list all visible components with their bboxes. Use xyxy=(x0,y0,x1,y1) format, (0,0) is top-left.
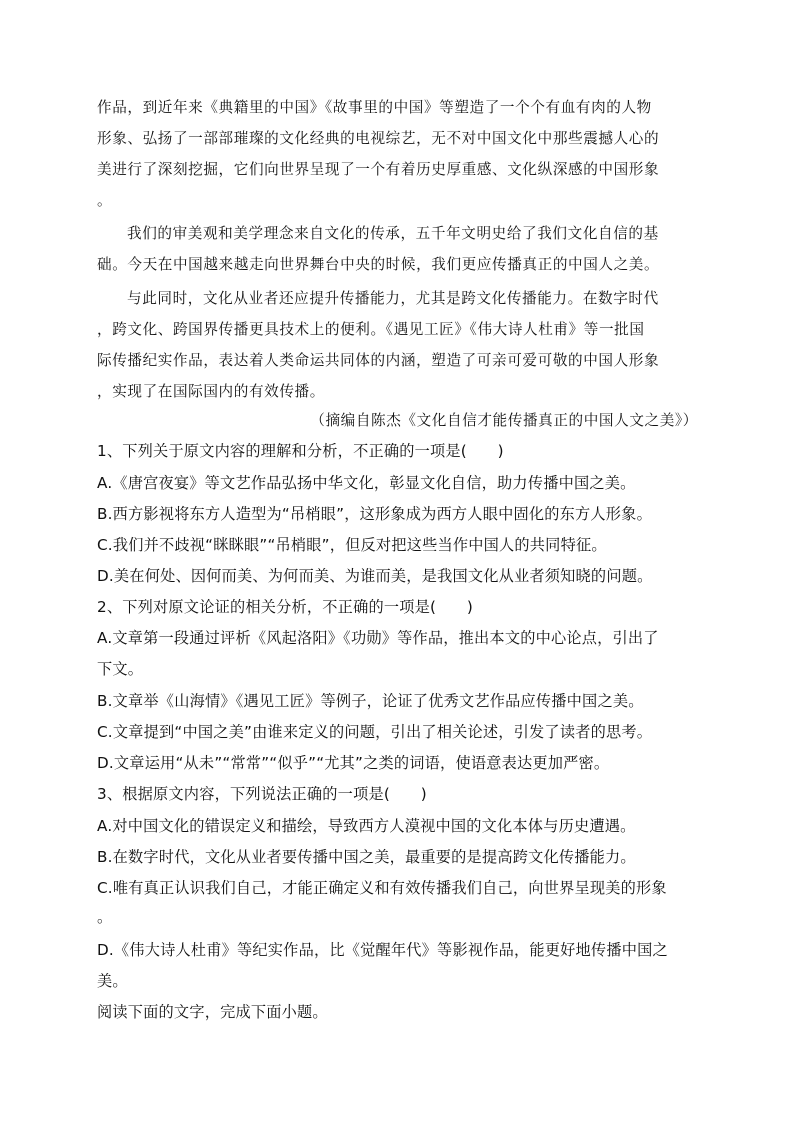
question-option[interactable]: D.美在何处、因何而美、为何而美、为谁而美，是我国文化从业者须知晓的问题。 xyxy=(97,567,653,585)
question-option-continued[interactable]: 美。 xyxy=(97,972,128,990)
question-option[interactable]: D.《伟大诗人杜甫》等纪实作品，比《觉醒年代》等影视作品，能更好地传播中国之 xyxy=(97,941,668,959)
passage-line: 与此同时，文化从业者还应提升传播能力，尤其是跨文化传播能力。在数字时代 xyxy=(127,290,659,307)
question-option[interactable]: B.文章举《山海情》《遇见工匠》等例子，论证了优秀文艺作品应传播中国之美。 xyxy=(97,692,644,710)
question-option[interactable]: A.文章第一段通过评析《风起洛阳》《功勋》等作品，推出本文的中心论点，引出了 xyxy=(97,629,659,647)
passage-source: （摘编自陈杰《文化自信才能传播真正的中国人文之美》） xyxy=(310,412,698,429)
passage-line: 形象、弘扬了一部部璀璨的文化经典的电视综艺，无不对中国文化中那些震撼人心的 xyxy=(97,130,660,147)
question-option[interactable]: A.《唐宫夜宴》等文艺作品弘扬中华文化，彰显文化自信，助力传播中国之美。 xyxy=(97,474,636,492)
question-option[interactable]: C.文章提到“中国之美”由谁来定义的问题，引出了相关论述，引发了读者的思考。 xyxy=(97,723,653,741)
question-option[interactable]: B.在数字时代，文化从业者要传播中国之美，最重要的是提高跨文化传播能力。 xyxy=(97,848,636,866)
passage-line: ，跨文化、跨国界传播更具技术上的便利。《遇见工匠》《伟大诗人杜甫》等一批国 xyxy=(97,321,645,338)
reading-instruction: 阅读下面的文字，完成下面小题。 xyxy=(97,1003,328,1021)
question-stem: 3、根据原文内容，下列说法正确的一项是( ) xyxy=(97,785,427,803)
passage-line: 作品，到近年来《典籍里的中国》《故事里的中国》等塑造了一个个有血有肉的人物 xyxy=(97,99,652,116)
passage-line: 。 xyxy=(97,192,113,209)
question-option-continued[interactable]: 。 xyxy=(97,908,113,926)
passage-line: 础。今天在中国越来越走向世界舞台中央的时候，我们更应传播真正的中国人之美。 xyxy=(97,256,660,273)
question-option[interactable]: D.文章运用“从未”“常常”“似乎”“尤其”之类的词语，使语意表达更加严密。 xyxy=(97,754,610,772)
question-stem: 2、下列对原文论证的相关分析，不正确的一项是( ) xyxy=(97,598,474,616)
passage-line: ，实现了在国际国内的有效传播。 xyxy=(97,383,325,400)
question-option[interactable]: C.唯有真正认识我们自己，才能正确定义和有效传播我们自己，向世界呈现美的形象 xyxy=(97,879,667,897)
question-option[interactable]: C.我们并不歧视“眯眯眼”“吊梢眼”，但反对把这些当作中国人的共同特征。 xyxy=(97,536,607,554)
question-option-continued[interactable]: 下文。 xyxy=(97,660,144,678)
question-stem: 1、下列关于原文内容的理解和分析，不正确的一项是( ) xyxy=(97,442,504,460)
passage-line: 美进行了深刻挖掘，它们向世界呈现了一个有着历史厚重感、文化纵深感的中国形象 xyxy=(97,161,660,178)
question-option[interactable]: B.西方影视将东方人造型为“吊梢眼”，这形象成为西方人眼中固化的东方人形象。 xyxy=(97,505,652,523)
passage-line: 我们的审美观和美学理念来自文化的传承，五千年文明史给了我们文化自信的基 xyxy=(127,225,659,242)
passage-line: 际传播纪实作品，表达着人类命运共同体的内涵，塑造了可亲可爱可敬的中国人形象 xyxy=(97,352,660,369)
question-option[interactable]: A.对中国文化的错误定义和描绘，导致西方人漠视中国的文化本体与历史遭遇。 xyxy=(97,817,636,835)
